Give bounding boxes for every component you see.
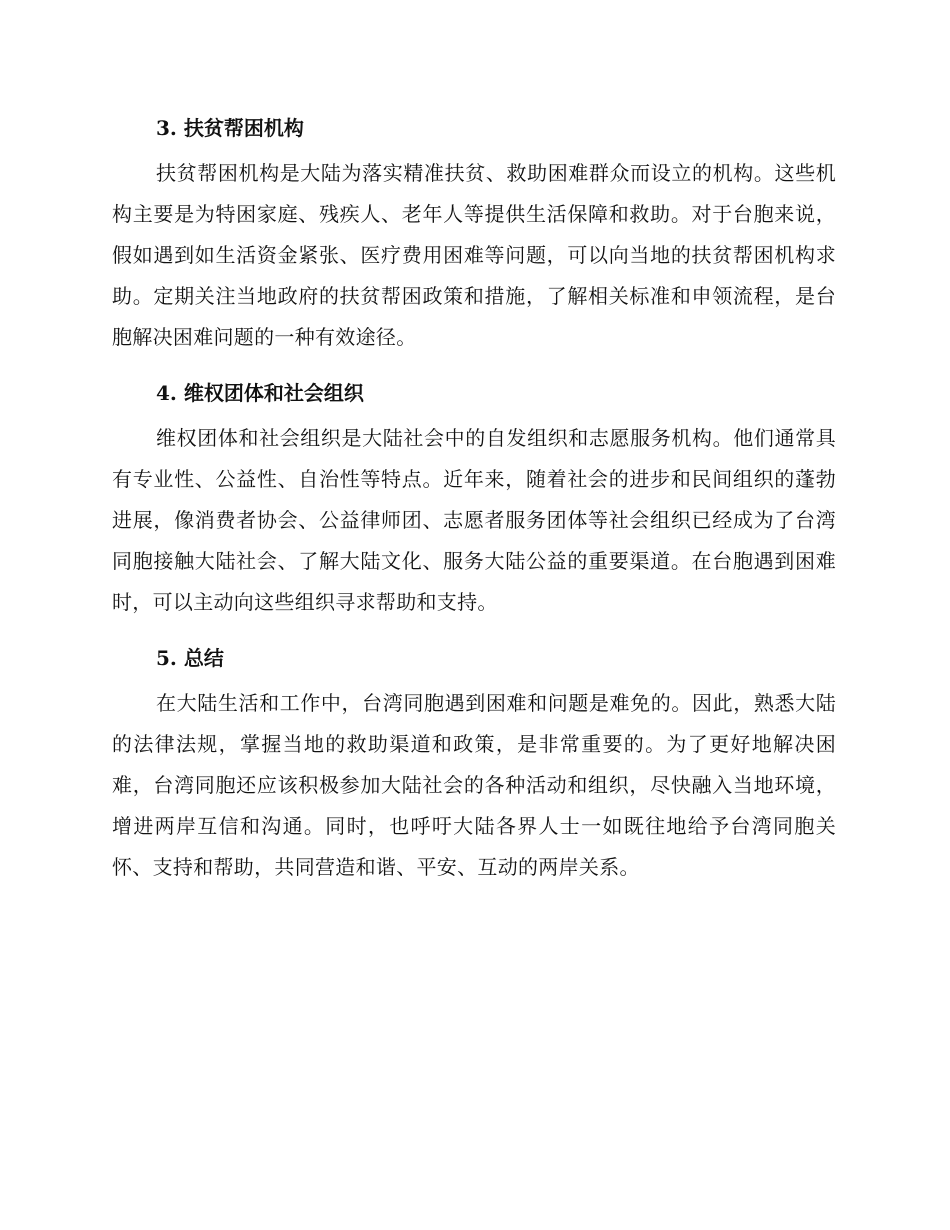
section-poverty-relief xyxy=(112,112,836,358)
section-paragraph: 在大陆生活和工作中，台湾同胞遇到困难和问题是难免的。因此，熟悉大陆的法律法规，掌握当地的救助渠道和政策，是非常重要的。为了更好地解决困难，台湾同胞还应该积极参加大陆社会的各种活动和组织，尽快融入当地环境，增进两岸互信和沟通。同时，也呼吁大陆各界人士一如既往地给予台湾同胞关怀、支持和帮助，共同营造和谐、平安、互动的两岸关系。 xyxy=(112,691,836,879)
section-heading: 3. 扶贫帮困机构 xyxy=(156,116,304,140)
document-content xyxy=(112,112,836,907)
section-paragraph: 扶贫帮困机构是大陆为落实精准扶贫、救助困难群众而设立的机构。这些机构主要是为特困家庭、残疾人、老年人等提供生活保障和救助。对于台胞来说，假如遇到如生活资金紧张、医疗费用困难等问题，可以向当地的扶贫帮困机构求助。定期关注当地政府的扶贫帮困政策和措施，了解相关标准和申领流程，是台胞解决困难问题的一种有效途径。 xyxy=(112,161,836,349)
section-heading: 5. 总结 xyxy=(156,646,224,670)
section-heading: 4. 维权团体和社会组织 xyxy=(156,381,364,405)
section-rights-organizations xyxy=(112,377,836,623)
section-paragraph: 维权团体和社会组织是大陆社会中的自发组织和志愿服务机构。他们通常具有专业性、公益性、自治性等特点。近年来，随着社会的进步和民间组织的蓬勃进展，像消费者协会、公益律师团、志愿者服务团体等社会组织已经成为了台湾同胞接触大陆社会、了解大陆文化、服务大陆公益的重要渠道。在台胞遇到困难时，可以主动向这些组织寻求帮助和支持。 xyxy=(112,426,836,614)
section-summary xyxy=(112,642,836,888)
